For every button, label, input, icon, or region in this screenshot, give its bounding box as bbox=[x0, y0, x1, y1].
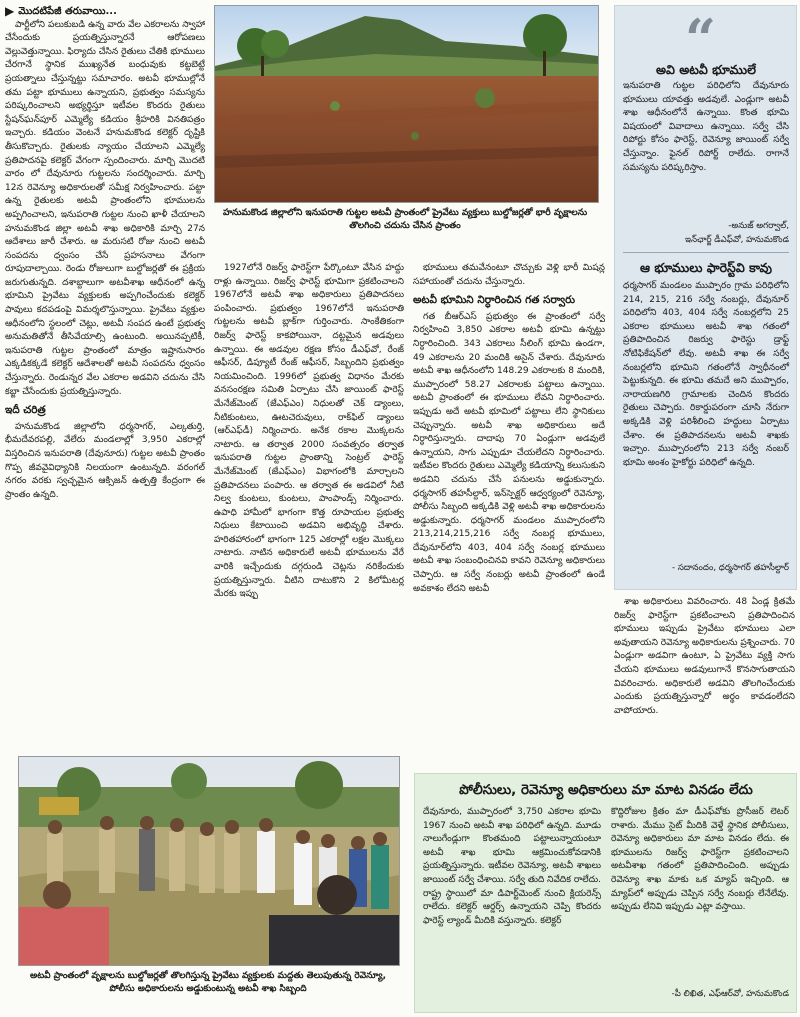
green-box-title: పోలీసులు, రెవెన్యూ అధికారులు మా మాట వినడం లేదు bbox=[459, 782, 753, 798]
col2-paragraph-1: 1927లోనే రిజర్వ్ ఫారెస్ట్‌గా పేర్కొంటూ వేసిన హద్దు రాళ్లు ఉన్నాయి. రిజర్వ్ ఫారెస్ట్ భూమిగా ప్రకటించాలని 1967లోనే అటవీ శాఖ అధికారులు ప్రతిపాదనలు పంపించారు. ప్రభుత్వం 1967లోనే ఇనుపరాతి గుట్టలను అటవీ బ్లాక్‌గా గుర్తించారు. సాంకేతికంగా రిజర్వ్ ఫారెస్ట్ కాకపోయినా, దట్టమైన అడవులు ఉన్నాయి. ఈ అడవుల రక్షణ కోసం డీఎఫ్‌వో, రేంజ్ ఆఫీసర్, డిప్యూటీ రేంజ్ ఆఫీసర్, సిబ్బందిని ప్రభుత్వం నియమించింది. 1996లో ప్రభుత్వ విధానం మేరకు వనసంరక్షణ సమితి ఏర్పాటు చేసి జాయింట్ ఫారెస్ట్ మేనేజ్‌మెంట్ (జేఎఫ్ఎం) నిధులతో చెక్ డ్యాంలు, నీటికుంటలు, ఊటచెరువులు, రాక్‌ఫిల్ డ్యాంలు (ఆర్ఎఫ్‌డీ) నిర్మించారు. అనేక రకాల మొక్కలను నాటారు. ఆ తర్వాత 2000 సంవత్సరం తర్వాత ఇనుపరాతి గుట్టల ప్రాంతాన్ని సెంట్రల్ ఫారెస్ట్ మేనేజ్‌మెంట్ (జేఎఫ్ఎం) విభాగంలోకి మార్చాలని ప్రతిపాదనలు పంపారు. ఆ తర్వాత ఈ అడవిలో నీటి నిల్వ కుంటలు, కుంటలు, పాంపాండ్స్ నిర్మించారు. ఉపాధి హామీలో భాగంగా కొత్త రూపాయల ప్రభుత్వ నిధులు కేటాయించి అడవిని అభివృద్ధి చేశారు. హరితహారంలో భాగంగా 125 ఎకరాల్లో లక్షల మొక్కలు నాటారు. నాటిన అధికారులే అటవీ భూములను వేరే వారికి ఇచ్చేందుకు దగ్గరుండి చెట్లను నరికేందుకు ప్రయత్నిస్తున్నారు. వీటిని దాటుకొని 2 కిలోమీటర్ల మేరకు ఇప్పు bbox=[214, 263, 404, 600]
column-4 bbox=[614, 596, 795, 766]
quote-mark-icon: “ bbox=[685, 7, 717, 71]
fro-statement-box bbox=[414, 773, 797, 1013]
continued-marker bbox=[5, 5, 205, 19]
photo2-caption: అటవీ ప్రాంతంలో వృక్షాలను బుల్డోజర్లతో తొలగిస్తున్న ప్రైవేటు వ్యక్తులకు మద్దతు తెలుపుతున్న రెవెన్యూ, పోలీసు అధికారులను అడ్డుకుంటున్న అటవీ శాఖ సిబ్బంది bbox=[30, 971, 386, 994]
col3-paragraph-2: గత బీఆర్ఎస్ ప్రభుత్వం ఈ ప్రాంతంలో సర్వే నిర్వహించి 3,850 ఎకరాల అటవీ భూమి ఉన్నట్టు నిర్ధారించింది. 343 ఎకరాలు సీలింగ్ భూమి ఉండగా, 49 ఎకరాలను 20 మందికి అసైన్ చేశారు. దేవునూరు అటవీ శాఖ ఆధీనంలోని 148.29 ఎకరాలకు 8 మందికి, ముప్పారంలో 58.27 ఎకరాలకు పట్టాలు ఉన్నాయి. అటవీ ప్రాంతంలో ఈ భూములు లేవని నిర్ధారించారు. ఇప్పుడు అదే అటవీ భూమిలో పట్టాలు లేని స్థానికులు చెప్పున్నారు. అటవీ శాఖ అధికారులు అదే నిర్ధారిస్తున్నారు. దాదాపు 70 ఏండ్లుగా అడవులే ఉన్నాయని, సాగు ఎప్పుడూ చేయలేదని నిర్ధారించారు. ఇటీవల కొందరు రైతులు ఎమ్మెల్యే కడియాన్ని కలుసుకుని అడవిని చదును చేసే పనులను అడ్డుకున్నారు. ధర్మసాగర్ తహసీల్దార్, ఇన్‌స్పెక్టర్ ఆధ్వర్యంలో రెవెన్యూ, పోలీసు సిబ్బంది అక్కడికి వెళ్లి అటవీ శాఖ అధికారులను అడ్డుకున్నారు. ధర్మసాగర్ మండలం ముప్పారంలోని 213,214,215,216 సర్వే నంబర్ల భూములు, దేవునూర్‌లోని 403, 404 సర్వే నంబర్ల భూములు అటవీ శాఖ సంబంధించినవి కావని రెవెన్యూ అధికారులు చెప్పారు. ఆ సర్వే నంబర్లు అటవీ ప్రాంతంలో ఉండే అవకాశం లేదని అటవీ bbox=[413, 311, 605, 594]
quote1-title: అవి అటవీ భూములే bbox=[656, 62, 756, 77]
quote1-signature-name: -అనుజ్ అగర్వాల్, bbox=[728, 221, 789, 231]
officials-image bbox=[19, 757, 399, 965]
cleared-land-photo bbox=[214, 5, 599, 203]
green-box-signature: -పీ లిఖిత, ఎఫ్ఆర్‌వో, హనుమకొండ bbox=[671, 989, 789, 999]
sidebar-divider bbox=[623, 252, 789, 253]
quote1-text: ఇనుపరాతి గుట్టల పరిధిలోని దేవునూరు భూములు యావత్తు అడవులే. ఎండ్లుగా అటవీ శాఖ ఆధీనంలోనే ఉన్నాయి. కొంత భూమి విషయంలో వివాదాలు ఉన్నాయి. సర్వే చేసి రిపోర్టు కోసం ఫారెస్ట్, రెవెన్యూ జాయింట్ సర్వే చేస్తున్నాం. ఫైనల్ రిపోర్ట్ రాలేదు. రాగానే సమస్యను పరిష్కరిస్తాం. bbox=[623, 81, 789, 173]
green-box-left-text: దేవునూరు, ముప్పారంలో 3,750 ఎకరాల భూమి 1967 నుంచి అటవీ శాఖ పరిధిలో ఉన్నది. మూడు నాలుగేండ్లుగా కొంతమంది పట్టాలున్నాయంటూ అటవీ శాఖ భూమి ఆక్రమించుకోవడానికి ప్రయత్నిస్తున్నారు. ఇటీవల రెవెన్యూ, అటవీ శాఖలు జాయింట్ సర్వే చేశాయి. సర్వే తుది నివేదిక రాలేదు. రాష్ట్ర స్థాయిలో మా డిపార్ట్‌మెంట్ నుంచి క్లియరెన్స్ రాలేదు. కలెక్టర్ ఆర్డర్స్ ఉన్నాయని చెప్పి కొందరు ఫారెస్ట్ ల్యాండ్ మీదికి వస్తున్నారు. కలెక్టర్ bbox=[423, 807, 601, 926]
quote-sidebar bbox=[614, 5, 797, 590]
cleared-land-image bbox=[215, 6, 598, 202]
column-2 bbox=[214, 262, 404, 750]
col4-paragraph-1: శాఖ అధికారులు వివరించారు. 48 ఏండ్ల క్రితమే రిజర్వ్ ఫారెస్ట్‌గా ప్రకటించాలని ప్రతిపాదించిన భూములు ఇప్పుడు ప్రైవేటు భూములు ఎలా అవుతాయని రెవెన్యూ అధికారులను ప్రశ్నించారు. 70 ఏండ్లుగా అడవిగా ఉంటూ, ఏ ప్రైవేటు వ్యక్తి సాగు చేయని భూములు అడవులుగానే కొనసాగుతాయని వివరించారు. అధికారులే అడవిని తొలగించేందుకు ఎందుకు ప్రయత్నిస్తున్నారో అర్థం కావడంలేదని వాపోయారు. bbox=[614, 597, 795, 716]
triangle-right-icon: ▶ bbox=[5, 5, 15, 18]
quote2-text: ధర్మసాగర్ మండలం ముప్పారం గ్రామ పరిధిలోని 214, 215, 216 సర్వే నంబర్లు, దేవునూర్ పరిధిలోని 403, 404 సర్వే నంబర్లలోని 25 ఎకరాల భూములు అటవీ శాఖ గతంలో ప్రతిపాదించిన రిజర్వు ఫారెస్టు డ్రాఫ్ట్ నోటిఫికేషన్‌లో లేవు. అటవీ శాఖ ఈ సర్వే నంబర్లలోని భూమిని గతంలోనే స్వాధీనంలో పెట్టుకున్నది. ఈ భూమి తమదే అని ముప్పారం, నారాయణగిరి గ్రామాలకు చెందిన కొందరు రైతులు చెప్పారు. రికార్డుపరంగా చూసి నేరుగా అక్కడికి వెళ్లి పరిశీలించి హద్దులు ఏర్పాటు చేశాం. ఈ ప్రతిపాదనలను అటవీ శాఖకు ఇచ్చాం. ముప్పారంలోని 213 సర్వే నంబర్ భూమి అంశం హైకోర్టు పరిధిలో ఉన్నది. bbox=[623, 281, 789, 468]
green-box-right-text: కొద్దిరోజుల క్రితం మా డీఎఫ్‌వోకు ప్రొసీజర్ లెటర్ రాశారు. మేము సైట్ మీదికి వెళ్తే స్థానిక పోలీసులు, రెవెన్యూ అధికారులు మా మాట వినడం లేదు. ఈ భూములను రిజర్వ్ ఫారెస్ట్‌గా ప్రకటించాలని అటవీశాఖ గతంలో ప్రతిపాదించింది. అప్పుడు రెవెన్యూ శాఖ మాకు ఒక మ్యాప్ ఇచ్చింది. ఆ మ్యాప్‌లో అప్పుడు చెప్పిన సర్వే నంబర్లు లేనేలేవు. అప్పుడు లేనివి ఇప్పుడు ఎట్లా వస్తాయి. bbox=[611, 807, 789, 913]
history-heading: ఇదీ చరిత్ర bbox=[5, 404, 46, 417]
continued-label: మొదటిపేజీ తరువాయి... bbox=[18, 6, 117, 17]
photo1-caption: హనుమకొండ జిల్లాలోని ఇనుపరాతి గుట్టల అటవీ ప్రాంతంలో ప్రైవేటు వ్యక్తులు బుల్డోజర్లతో భారీ వృక్షాలను తొలగించి చదును చేసిన ప్రాంతం bbox=[222, 208, 588, 231]
col1-paragraph-2: హనుమకొండ జిల్లాలోని ధర్మసాగర్, ఎల్కతుర్తి, భీమదేవరపల్లి, వేలేరు మండలాల్లో 3,950 ఎకరాల్లో విస్తరించిన ఇనుపరాతి (దేవునూరు) గుట్టల అటవీ ప్రాంతం గొప్ప జీవవైవిధ్యానికి నిలయంగా ఉంటున్నది. వరంగల్ నగరం వరకు స్వచ్ఛమైన ఆక్సిజన్ ఉత్పత్తి కేంద్రంగా ఈ ప్రాంతం ఉన్నది. bbox=[5, 421, 205, 500]
column-1 bbox=[5, 5, 205, 750]
quote2-title: ఆ భూములు ఫారెస్ట్‌వి కావు bbox=[640, 260, 772, 275]
col3-paragraph-1: భూములు తమవేనంటూ చొచ్చుకు వెళ్లి భారీ మిషన్ల సహాయంతో చదును చేస్తున్నారు. bbox=[413, 263, 605, 287]
col1-paragraph-1: పార్టీలోని పలుకుబడి ఉన్న వారు వేల ఎకరాలను స్వాహా చేసేందుకు ప్రయత్నిస్తున్నారనే ఆరోపణలు వెల్లువెత్తున్నాయి. ఫిర్యాదు చేసిన రైతులు చేతికి భూములు చేరగానే స్థానిక ముఖ్యనేత బంధువుకు కట్టబెట్టే ప్రయత్నాలు చేస్తున్నట్టు సమాచారం. అటవీ భూముల్లోనే తమ పట్టా భూములు ఉన్నాయని, ప్రభుత్వం సమస్యను పరిష్కరించాలని అభ్యర్థిస్తూ ఇటీవల కొందరు రైతులు స్టేషన్‌ఘన్‌పూర్ ఎమ్మెల్యే కడియం శ్రీహరికి వినతిపత్రం ఇచ్చారు. కడియం వెంటనే హనుమకొండ కలెక్టర్ దృష్టికి తీసుకొచ్చారు. రైతులకు న్యాయం చేయాలని ఎమ్మెల్యే ప్రతిపాదనపై కలెక్టర్ వేగంగా స్పందించారు. మార్చి మొదటి వారం లో దేవునూరు గుట్టలను సందర్శించారు. మార్చి 12న రెవెన్యూ అధికారులతో సమీక్ష నిర్వహించారు. పట్టా ఉన్న రైతులకు అటవీ ప్రాంతంలోని భూములను అప్పగించాలని, ఇనుపరాతి గుట్టల నుంచి ఖాళీ చేయాలని హనుమకొండ జిల్లా అటవీ శాఖ అధికారికి మార్చి 27న ఆదేశాలు జారీ చేశారు. ఆ మరుసటి రోజు నుంచి అటవీ సంపదను ధ్వంసం చేసే ప్రహసనాలు వేగంగా రూపుదాల్చాయి. రెండు రోజులుగా బుల్డోజర్లతో ఈ ప్రక్రియ జరుగుతున్నది. దశాబ్దాలుగా అటవీశాఖ ఆధీనంలో ఉన్న భూమిని ప్రైవేటు వ్యక్తులకు అప్పగించేందుకు కలెక్టర్ పావులు కదపడంపై విమర్శలొస్తున్నాయి. ప్రైవేటు వ్యక్తుల ఆధీనంలోని స్థలంలో చెట్లు, అటవీ సంపద ఉంటే ప్రభుత్వ అనుమతితోనే తీసివేయాల్సి ఉంటుంది. అయినప్పటికీ, ఇనుపరాతి గుట్టల ప్రాంతంలో మాత్రం ఇష్టానుసారం ఎక్కడికక్కడే కలెక్టర్ ఆదేశాలతో అటవీ సంపదను ధ్వంసం చేస్తున్నారు. రెండున్నర వేల ఎకరాల అడవిని చదును చేసి కబ్జా చేసేందుకు ప్రయత్నిస్తున్నారు. bbox=[5, 19, 205, 397]
quote1-signature-title: ఇన్‌ఛార్జ్ డీఎఫ్‌వో, హనుమకొండ bbox=[685, 235, 789, 245]
quote2-signature: - సదానందం, ధర్మసాగర్ తహసీల్దార్ bbox=[671, 563, 789, 573]
officials-photo bbox=[18, 756, 400, 966]
column-3 bbox=[413, 262, 605, 767]
col3-heading: అటవీ భూమిని నిర్ధారించిన గత సర్వారు bbox=[413, 294, 575, 307]
